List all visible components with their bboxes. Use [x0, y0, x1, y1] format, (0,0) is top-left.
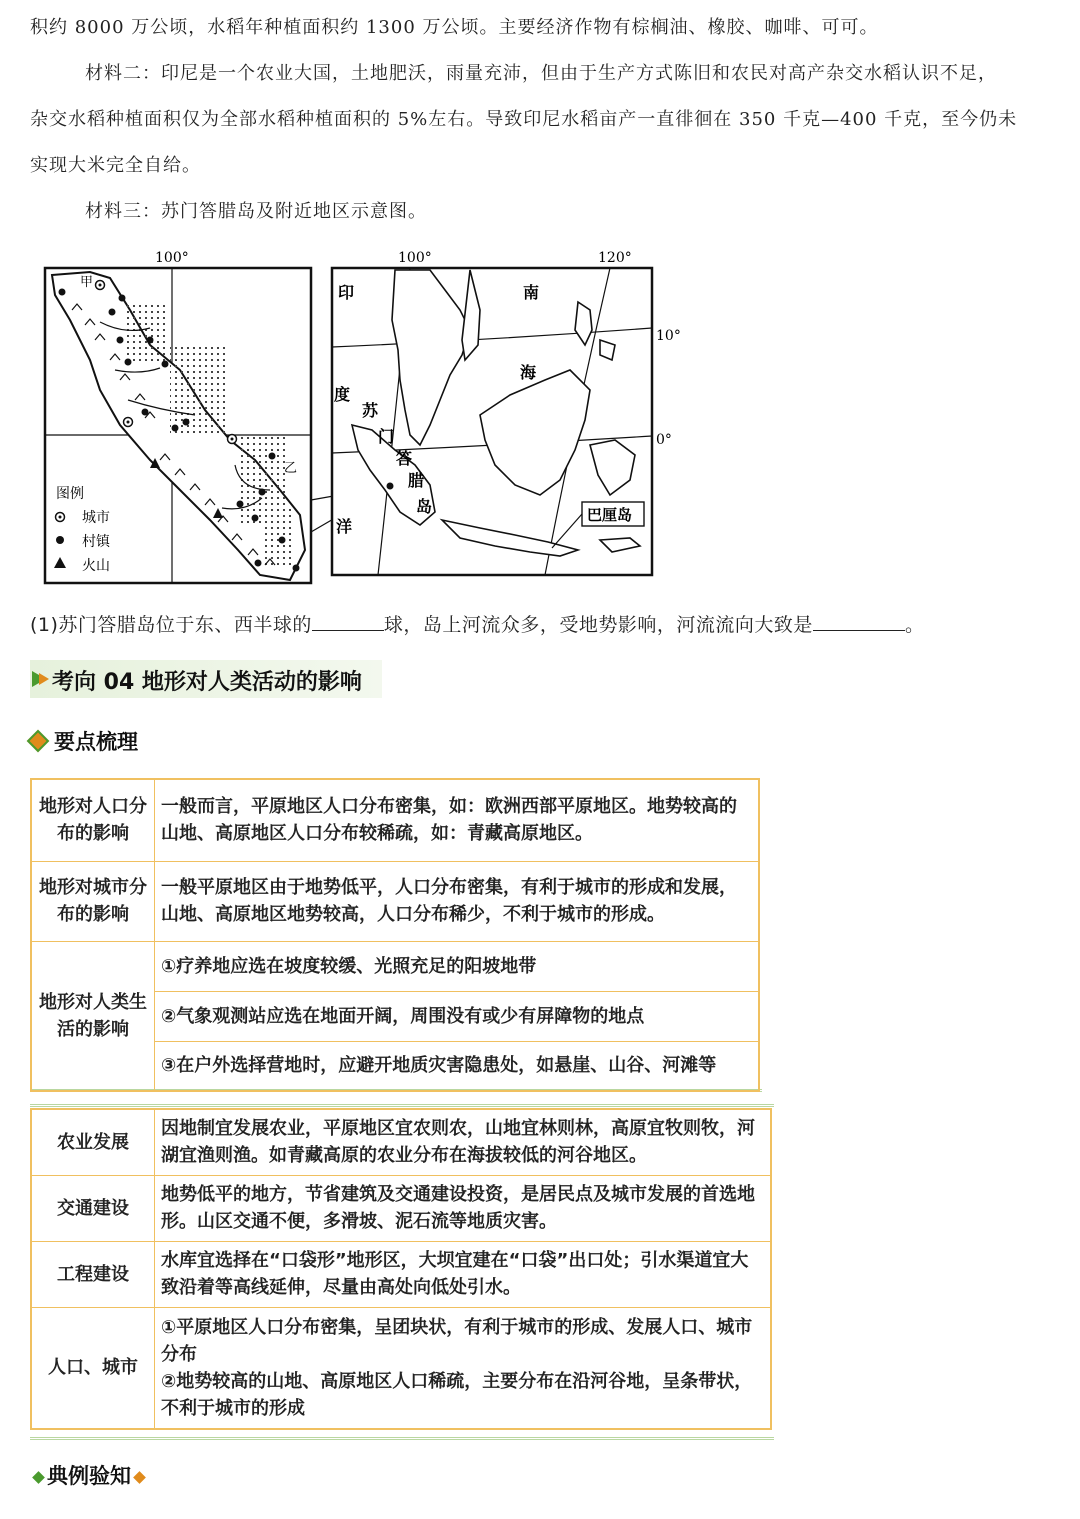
legend-city-label: 城市	[82, 510, 110, 526]
table-text-cell	[155, 1307, 772, 1429]
question-1-part1: (1)苏门答腊岛位于东、西半球的	[30, 614, 312, 636]
label-da: 答	[396, 449, 413, 468]
table-text-cell: 水库宜选择在“口袋形”地形区，大坝宜建在“口袋”出口处；引水渠道宜大致沿着等高线延伸，尽量由高处向低处引水。	[155, 1241, 772, 1307]
table-head-cell: 地形对人口分布的影响	[31, 779, 155, 861]
material-two-line: 材料二：印尼是一个农业大国，土地肥沃，雨量充沛，但由于生产方式陈旧和农民对高产杂交水稻认识不足，	[85, 63, 997, 84]
table-row	[31, 1109, 771, 1175]
table-head-cell: 工程建设	[31, 1241, 155, 1307]
left-lon-label: 100°	[155, 250, 189, 266]
subheading-key-points-label: 要点梳理	[54, 730, 138, 754]
table-text-cell: ②气象观测站应选在地面开阔，周围没有或少有屏障物的地点	[155, 991, 760, 1041]
table-text-cell: 因地制宜发展农业，平原地区宜农则农，山地宜林则林，高原宜牧则牧，河湖宜渔则渔。如青藏高原的农业分布在海拔较低的河谷地区。	[155, 1109, 772, 1175]
question-1-part2: 球，岛上河流众多，受地势影响，河流流向大致是	[383, 614, 813, 636]
place-jia: 甲	[80, 275, 94, 290]
diamond-icon	[27, 730, 50, 753]
table-row	[31, 861, 759, 941]
label-men: 门	[378, 427, 395, 446]
label-hai: 海	[520, 363, 537, 382]
table-text-cell: 一般而言，平原地区人口分布密集，如：欧洲西部平原地区。地势较高的山地、高原地区人口分布较稀疏，如：青藏高原地区。	[155, 779, 760, 861]
right-lon-120: 120°	[598, 250, 632, 266]
place-yi: 乙	[284, 461, 298, 476]
table-row	[31, 779, 759, 861]
right-lat-0: 0°	[656, 432, 672, 448]
table-row	[31, 1241, 771, 1307]
subheading-examples-label: 典例验知	[47, 1464, 131, 1488]
legend-town-label: 村镇	[82, 534, 110, 550]
table-text-cell: 地势低平的地方，节省建筑及交通建设投资，是居民点及城市发展的首选地形。山区交通不便，多滑坡、泥石流等地质灾害。	[155, 1175, 772, 1241]
material-two-line: 杂交水稻种植面积仅为全部水稻种植面积的 5%左右。导致印尼水稻亩产一直徘徊在 350 千克—400 千克，至今仍未	[30, 109, 1018, 130]
zoom-point	[387, 483, 394, 490]
material-two-line: 实现大米完全自给。	[30, 155, 201, 176]
table-head-cell: 农业发展	[31, 1109, 155, 1175]
table-text-cell: 一般平原地区由于地势低平，人口分布密集，有利于城市的形成和发展，山地、高原地区地势较高，人口分布稀少，不利于城市的形成。	[155, 861, 760, 941]
label-su: 苏	[362, 401, 379, 420]
label-bali: 巴厘岛	[587, 506, 633, 524]
question-1	[30, 610, 924, 637]
arrow-accent-icon	[39, 673, 49, 685]
table-terrain-activities	[30, 1108, 772, 1430]
label-yin: 印	[338, 283, 355, 302]
diamond-icon	[133, 1471, 146, 1484]
table-head-cell: 交通建设	[31, 1175, 155, 1241]
right-lon-100: 100°	[398, 250, 432, 266]
table-text-cell: ①疗养地应选在坡度较缓、光照充足的阳坡地带	[155, 941, 760, 991]
right-map	[332, 250, 681, 575]
table-text-line: ①平原地区人口分布密集，呈团块状，有利于城市的形成、发展人口、城市分布	[161, 1316, 753, 1365]
left-map	[45, 250, 311, 583]
question-1-part3: 。	[904, 614, 925, 636]
table-terrain-effects	[30, 778, 760, 1092]
section-title: 考向 04 地形对人类活动的影响	[52, 670, 362, 695]
section-heading	[30, 660, 382, 698]
label-du: 度	[334, 385, 351, 404]
material-three-caption: 材料三：苏门答腊岛及附近地区示意图。	[85, 201, 427, 222]
legend-town-symbol	[56, 536, 64, 544]
table-row	[31, 1175, 771, 1241]
table-head-cell: 地形对人类生活的影响	[31, 941, 155, 1091]
label-dao: 岛	[416, 497, 433, 516]
paragraph-line: 积约 8000 万公顷，水稻年种植面积约 1300 万公顷。主要经济作物有棕榈油、橡胶、咖啡、可可。	[30, 17, 879, 38]
table-text-cell: ③在户外选择营地时，应避开地质灾害隐患处，如悬崖、山谷、河滩等	[155, 1041, 760, 1091]
label-yang: 洋	[336, 517, 353, 536]
subheading-key-points	[30, 726, 138, 756]
diamond-icon	[32, 1471, 45, 1484]
table-head-cell: 人口、城市	[31, 1307, 155, 1429]
label-nan: 南	[523, 283, 540, 302]
sumatra-map-figure	[0, 250, 700, 595]
legend-volcano-label: 火山	[82, 558, 110, 574]
subheading-examples	[30, 1460, 148, 1490]
label-la: 腊	[408, 471, 425, 490]
table-head-cell: 地形对城市分布的影响	[31, 861, 155, 941]
right-lat-10: 10°	[656, 328, 681, 344]
answer-blank-flow-direction[interactable]	[813, 612, 905, 631]
table-row	[31, 1307, 771, 1429]
legend-title: 图例	[56, 486, 84, 502]
answer-blank-hemisphere[interactable]	[312, 612, 384, 631]
table-text-line: ②地势较高的山地、高原地区人口稀疏，主要分布在沿河谷地，呈条带状，不利于城市的形成	[161, 1370, 753, 1419]
table-row	[31, 941, 759, 991]
